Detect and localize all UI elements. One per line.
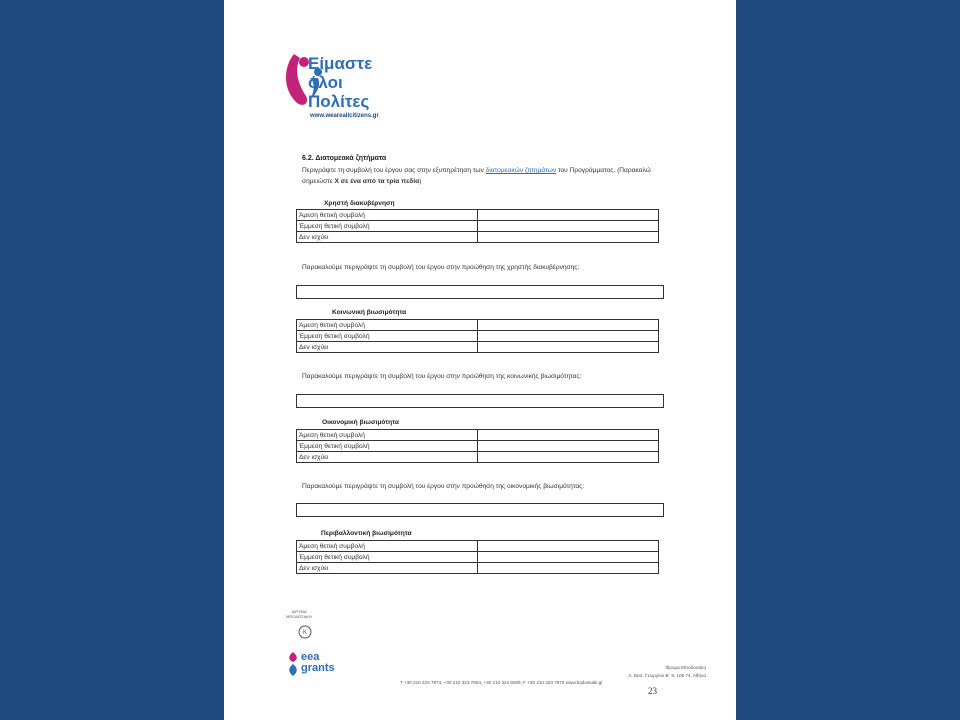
table-row: Δεν ισχύει [297, 563, 659, 574]
footer-contacts: T +30 210 323 7973, +30 210 323 7604, +30 210 324 8009, F +30 210 323 7976 www.bodossaki.gr [400, 680, 603, 685]
social-options-table [296, 319, 659, 353]
economic-options-table [296, 429, 659, 463]
answer-cell[interactable] [478, 232, 659, 243]
social-note: Παρακαλούμε περιγράψτε τη συμβολή του έργου στην προώθηση της κοινωνικής βιωσιμότητας: [302, 373, 582, 380]
answer-cell[interactable] [478, 563, 659, 574]
answer-cell[interactable] [478, 342, 659, 353]
answer-cell[interactable] [478, 430, 659, 441]
cross-cutting-issues-link[interactable]: διατομεακών ζητημάτων [485, 167, 557, 174]
answer-cell[interactable] [478, 452, 659, 463]
table-row: Άμεση θετική συμβολή [297, 320, 659, 331]
section-intro: Περιγράψτε τη συμβολή του έργου σας στην εξυπηρέτηση των διατομεακών ζητημάτων του Προγράμματος. (Παρακαλώ σημειώστε X σε ένα από τα τρία πεδία) [302, 167, 651, 185]
answer-cell[interactable] [478, 331, 659, 342]
environmental-options-table [296, 540, 659, 574]
footer-address: Ίδρυμα Μποδοσάκη Λ. Βασ. Γεωργίου Β΄ 9, 106 74, Αθήνα [628, 665, 706, 678]
table-row: Έμμεση θετική συμβολή [297, 441, 659, 452]
block-title-governance: Χρηστή διακυβέρνηση [324, 200, 395, 207]
block-title-economic: Οικονομική βιωσιμότητα [322, 419, 399, 426]
table-row: Άμεση θετική συμβολή [297, 430, 659, 441]
page-number: 23 [648, 686, 657, 696]
block-title-social: Κοινωνική βιωσιμότητα [332, 309, 407, 316]
answer-cell[interactable] [478, 541, 659, 552]
table-row: Δεν ισχύει [297, 232, 659, 243]
governance-note: Παρακαλούμε περιγράψτε τη συμβολή του έργου στην προώθηση της χρηστής διακυβέρνησης: [302, 264, 580, 271]
logo-wordmark: Είμαστε όλοι Πολίτες [308, 54, 373, 111]
block-title-environmental: Περιβαλλοντική βιωσιμότητα [321, 530, 412, 537]
document-page [224, 0, 736, 720]
bodossaki-foundation-logo [286, 606, 312, 642]
eea-grants-icon [286, 650, 300, 678]
answer-cell[interactable] [478, 441, 659, 452]
table-row: Άμεση θετική συμβολή [297, 210, 659, 221]
economic-answer-field[interactable] [296, 503, 664, 517]
governance-answer-field[interactable] [296, 285, 664, 299]
table-row: Άμεση θετική συμβολή [297, 541, 659, 552]
svg-text:ΙΔΡΥΜΑ: ΙΔΡΥΜΑ [291, 609, 307, 614]
answer-cell[interactable] [478, 221, 659, 232]
answer-cell[interactable] [478, 320, 659, 331]
answer-cell[interactable] [478, 210, 659, 221]
table-row: Δεν ισχύει [297, 342, 659, 353]
social-answer-field[interactable] [296, 394, 664, 408]
section-title: 6.2. Διατομεακά ζητήματα [302, 155, 387, 162]
svg-text:Κ: Κ [302, 630, 308, 636]
eea-grants-wordmark: eea grants [301, 651, 335, 674]
svg-text:ΜΠΟΔΟΣΑΚΗ: ΜΠΟΔΟΣΑΚΗ [286, 614, 312, 619]
table-row: Δεν ισχύει [297, 452, 659, 463]
answer-cell[interactable] [478, 552, 659, 563]
logo-url: www.weareallcitizens.gr [310, 113, 379, 119]
table-row: Έμμεση θετική συμβολή [297, 331, 659, 342]
table-row: Έμμεση θετική συμβολή [297, 552, 659, 563]
economic-note: Παρακαλούμε περιγράψτε τη συμβολή του έργου στην προώθηση της οικονομικής βιωσιμότητας: [302, 483, 585, 490]
table-row: Έμμεση θετική συμβολή [297, 221, 659, 232]
governance-options-table [296, 209, 659, 243]
